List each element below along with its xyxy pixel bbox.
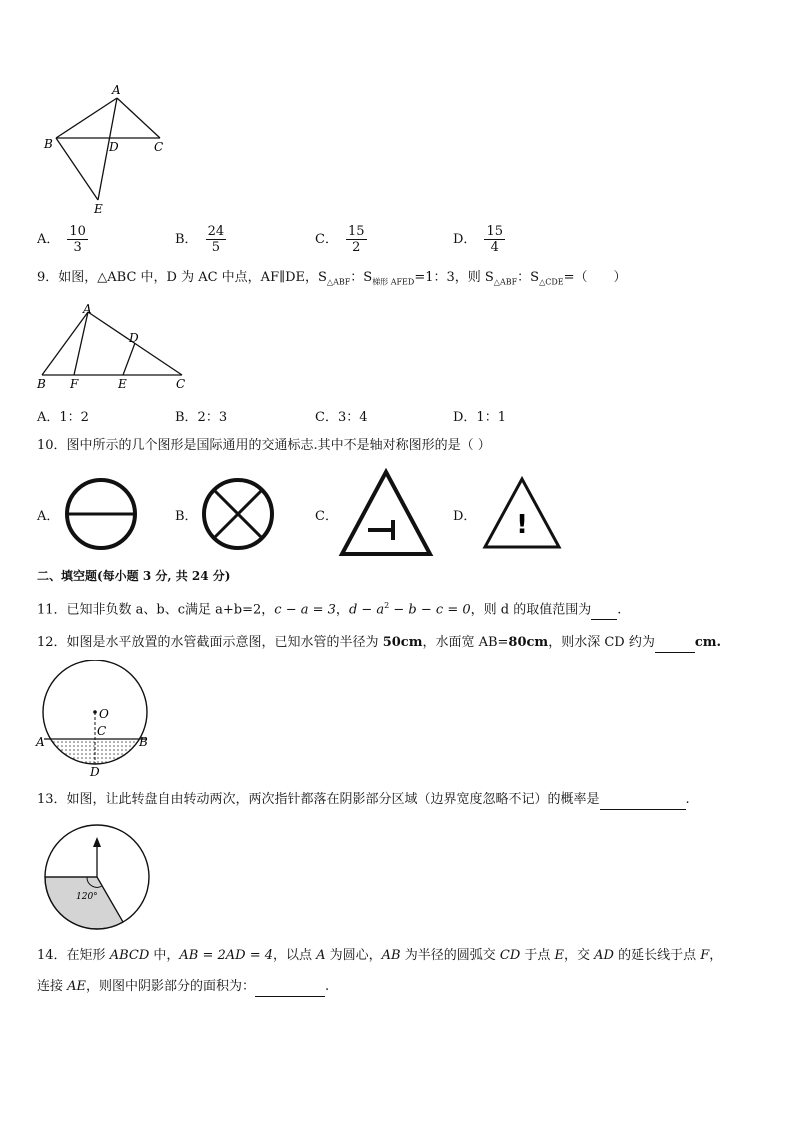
- q8-label-a: A: [112, 83, 121, 97]
- q14-abcd: ABCD: [109, 948, 150, 963]
- q8-label-d: D: [109, 140, 119, 154]
- q12-part2: ，水面宽 AB=: [422, 635, 509, 650]
- q8-option-c-letter: C．: [315, 232, 338, 247]
- q10-option-d-label[interactable]: D．: [453, 509, 477, 524]
- q13-text: 13．如图，让此转盘自由转动两次，两次指针都落在阴影部分区域（边界宽度忽略不记）的概率是: [37, 792, 600, 807]
- q12-stem: [37, 633, 721, 653]
- q14-text: 于点: [520, 948, 555, 963]
- q13-angle-label: 120°: [76, 892, 98, 902]
- q8-triangle-figure: [40, 82, 170, 217]
- q14-text: ，交: [564, 948, 595, 963]
- q10-sign-triangle-t-icon[interactable]: [338, 468, 434, 558]
- q9-option-d[interactable]: D．1：1: [453, 410, 506, 425]
- q9-option-a[interactable]: A．1：2: [37, 410, 89, 425]
- q14-text: 连接: [37, 979, 68, 994]
- q8-option-a-fraction: [67, 224, 88, 255]
- q12-radius: 50cm: [382, 635, 423, 650]
- q8-option-b-num: 24: [207, 224, 225, 239]
- q9-stem: [37, 268, 627, 293]
- q14-answer-blank[interactable]: [255, 982, 325, 997]
- q13-stem: [37, 790, 690, 810]
- q14-text: ，: [709, 948, 723, 963]
- q8-option-d-letter: D．: [453, 232, 477, 247]
- q9-label-a: A: [83, 302, 92, 316]
- q8-option-b[interactable]: [175, 224, 226, 255]
- q14-text: ，以点: [273, 948, 317, 963]
- q14-equation: AB = 2AD = 4: [179, 948, 273, 963]
- q10-sign-circle-bar-icon[interactable]: [63, 476, 139, 552]
- q11-sup: 2: [384, 601, 390, 610]
- q9-option-b[interactable]: B．2：3: [175, 410, 228, 425]
- q8-label-e: E: [94, 202, 103, 216]
- q8-option-c-num: 15: [347, 224, 365, 239]
- q10-stem: 10．图中所示的几个图形是国际通用的交通标志.其中不是轴对称图形的是（ ）: [37, 438, 491, 453]
- q10-option-c-label[interactable]: C．: [315, 509, 338, 524]
- section-2-title: 二、填空题(每小题 3 分, 共 24 分): [37, 569, 231, 583]
- q9-label-d: D: [129, 331, 139, 345]
- q8-option-b-den: 5: [211, 240, 220, 255]
- q14-line-2: [37, 977, 329, 997]
- q11-stem: [37, 596, 621, 620]
- q9-option-c[interactable]: C．3：4: [315, 410, 368, 425]
- q12-answer-blank[interactable]: [655, 638, 695, 653]
- q12-pipe-figure: [32, 660, 162, 780]
- q14-point-f: F: [700, 948, 710, 963]
- q14-ad: AD: [594, 948, 614, 963]
- q14-text: 中，: [149, 948, 180, 963]
- q11-sep: ，: [335, 602, 349, 618]
- q12-unit: cm.: [694, 635, 722, 650]
- q14-point-e: E: [554, 948, 565, 963]
- q8-label-c: C: [154, 140, 164, 154]
- q13-spinner-figure: [40, 822, 160, 934]
- q9-stem-part: =1：3，则 S: [414, 270, 494, 285]
- q8-option-d[interactable]: [453, 224, 505, 255]
- q8-option-c[interactable]: [315, 224, 367, 255]
- q8-option-d-fraction: [484, 224, 505, 255]
- q9-label-c: C: [176, 377, 186, 391]
- q8-option-a[interactable]: [37, 224, 88, 255]
- q11-part2: ，则 d 的取值范围为: [470, 602, 592, 618]
- q14-text: 14．在矩形: [37, 948, 110, 963]
- q10-option-a-label[interactable]: A．: [37, 509, 60, 524]
- q14-text: 为半径的圆弧交: [400, 948, 500, 963]
- q10-sign-circle-cross-icon[interactable]: [200, 476, 276, 552]
- q9-sub-cde: △CDE: [539, 277, 564, 287]
- q12-label-b: B: [139, 735, 148, 749]
- q12-part1: 12．如图是水平放置的水管截面示意图，已知水管的半径为: [37, 635, 383, 650]
- q8-option-c-den: 2: [352, 240, 361, 255]
- q12-part3: ，则水深 CD 约为: [548, 635, 655, 650]
- q14-end: .: [325, 979, 330, 994]
- q14-point-a: A: [316, 948, 326, 963]
- q9-stem-part: 9．如图，△ABC 中，D 为 AC 中点，AF∥DE，S: [37, 270, 327, 285]
- q8-option-a-num: 10: [69, 224, 86, 239]
- q14-text: 的延长线于点: [613, 948, 701, 963]
- q11-equation-2b: − b − c = 0: [389, 602, 471, 618]
- q10-option-b-label[interactable]: B．: [175, 509, 198, 524]
- q9-sub-abf: △ABF: [326, 277, 351, 287]
- q12-width: 80cm: [508, 635, 549, 650]
- q11-answer-blank[interactable]: [591, 605, 617, 620]
- q9-stem-part: ：S: [350, 270, 373, 285]
- q10-exclaim-mark: !: [516, 510, 528, 540]
- q8-option-a-letter: A．: [37, 232, 60, 247]
- q11-equation-2a: d − a: [348, 602, 385, 618]
- q9-triangle-figure: [34, 300, 189, 392]
- q12-label-c: C: [97, 724, 107, 738]
- q9-label-e: E: [118, 377, 127, 391]
- q14-ab: AB: [381, 948, 401, 963]
- q13-answer-blank[interactable]: [600, 795, 686, 810]
- q12-label-d: D: [90, 765, 100, 779]
- q8-label-b: B: [44, 137, 53, 151]
- q9-sub-afed: 梯形 AFED: [372, 277, 415, 287]
- q9-sub-abf-2: △ABF: [493, 277, 518, 287]
- q9-label-f: F: [70, 377, 79, 391]
- q11-part1: 11．已知非负数 a、b、c满足 a+b=2，: [37, 602, 275, 618]
- q9-stem-end: =（ ）: [563, 270, 627, 285]
- q12-label-a: A: [36, 735, 45, 749]
- q14-cd: CD: [499, 948, 521, 963]
- q9-stem-part: ：S: [517, 270, 540, 285]
- q14-text: 为圆心，: [325, 948, 382, 963]
- q8-option-d-num: 15: [486, 224, 503, 239]
- q13-end: .: [685, 792, 690, 807]
- q8-option-a-den: 3: [73, 240, 82, 255]
- q11-equation-1: c − a = 3: [274, 602, 336, 618]
- q14-ae: AE: [67, 979, 87, 994]
- q8-option-c-fraction: [346, 224, 367, 255]
- q8-option-b-fraction: [206, 224, 227, 255]
- q12-label-o: O: [99, 707, 109, 721]
- q10-sign-triangle-exclaim-icon[interactable]: [481, 475, 563, 551]
- q8-option-d-den: 4: [490, 240, 499, 255]
- q11-end: .: [617, 602, 622, 618]
- q14-text: ，则图中阴影部分的面积为：: [86, 979, 256, 994]
- q14-line-1: [37, 946, 722, 966]
- q9-label-b: B: [37, 377, 46, 391]
- q8-option-b-letter: B．: [175, 232, 198, 247]
